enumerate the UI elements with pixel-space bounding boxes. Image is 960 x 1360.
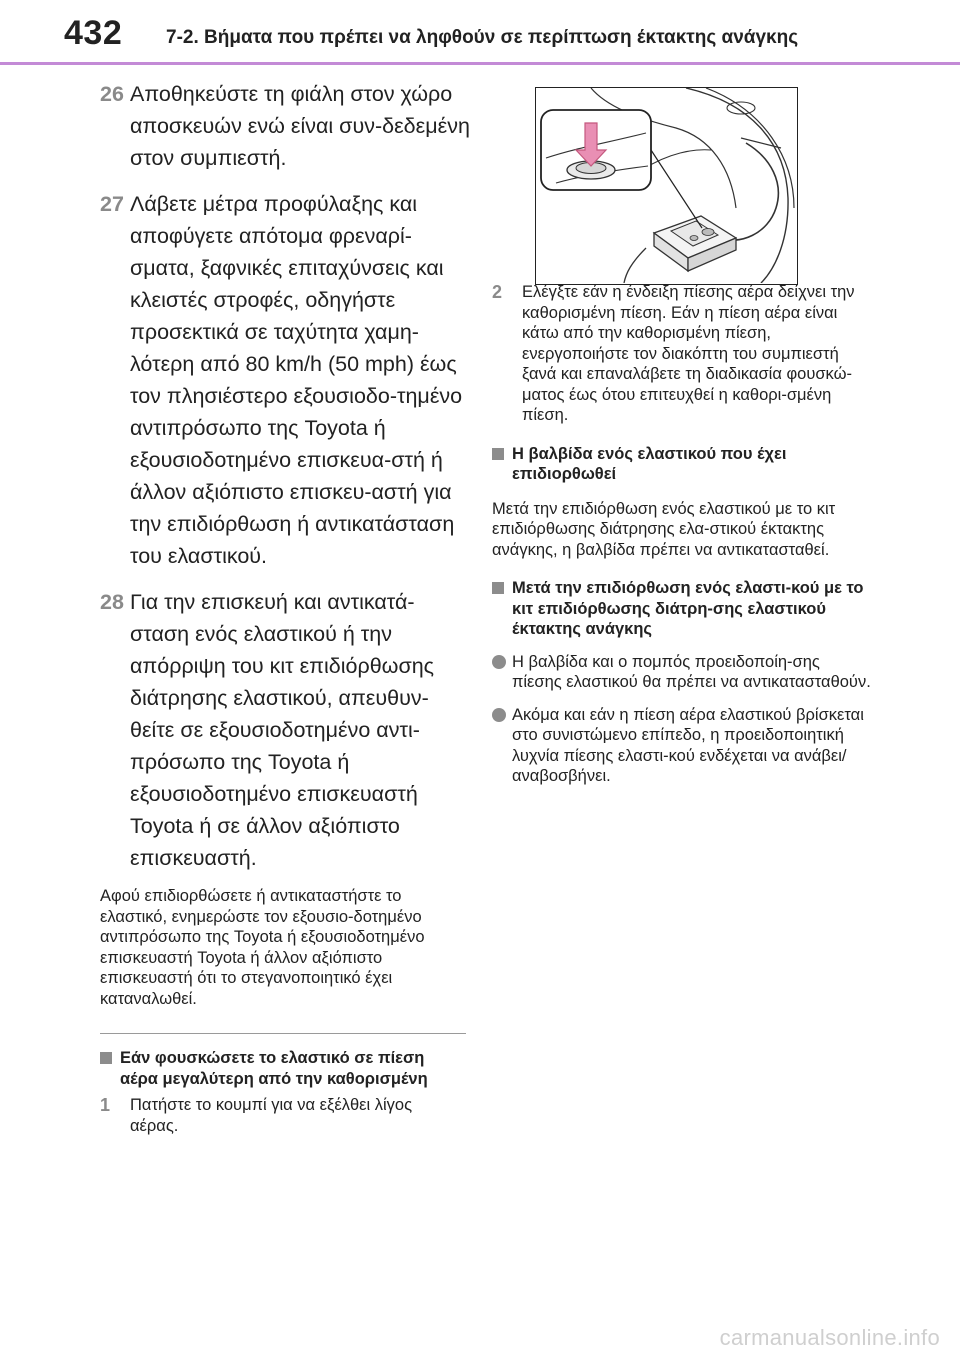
section-heading-valve	[492, 444, 872, 485]
heading-text: Η βαλβίδα ενός ελαστικού που έχει επιδιορθωθεί	[512, 444, 787, 483]
header-divider	[0, 62, 960, 65]
bullet-item	[492, 705, 872, 787]
round-bullet-icon	[492, 655, 506, 669]
valve-paragraph: Μετά την επιδιόρθωση ενός ελαστικού με το κιτ επιδιόρθωσης διάτρησης ελα-στικού έκτακτης ανάγκης, η βαλβίδα πρέπει να αντικατασταθεί.	[492, 499, 836, 559]
step-27	[100, 188, 470, 572]
sub-step-1	[100, 1095, 460, 1136]
section-heading-overpressure	[100, 1048, 460, 1089]
square-bullet-icon	[100, 1052, 112, 1064]
page-header	[0, 0, 960, 66]
step-number: 1	[100, 1095, 111, 1115]
step-text: Αποθηκεύστε τη φιάλη στον χώρο αποσκευών ενώ είναι συν-δεδεμένη στον συμπιεστή.	[130, 82, 470, 170]
round-bullet-icon	[492, 708, 506, 722]
step-text: Ελέγξτε εάν η ένδειξη πίεσης αέρα δείχνει την καθορισμένη πίεση. Εάν η πίεση αέρα είναι κάτω από την καθορισμένη πίεση, ενεργοποιήστε τον διακόπτη του συμπιεστή ξανά και επαναλάβετε τη διαδικασία φουσκώ-ματος έως ότου επιτευχθεί η καθορι-σμένη πίεση.	[522, 283, 855, 424]
step-number: 26	[100, 82, 124, 106]
step-text: Για την επισκευή και αντικατά-σταση ενός ελαστικού ή την απόρριψη του κιτ επιδιόρθωσης διάτρησης ελαστικού, απευθυν-θείτε σε εξουσιοδοτημένο αντι-πρόσωπο της Toyota ή εξουσιοδοτημένο επισκευαστή Toyota ή σε άλλον αξιόπιστο επισκευαστή.	[130, 590, 435, 870]
step-number: 28	[100, 590, 124, 614]
bullet-item	[492, 652, 872, 693]
sub-step-2	[492, 282, 872, 426]
watermark: carmanualsonline.info	[719, 1325, 940, 1350]
section-heading-after-repair	[492, 578, 872, 640]
note-paragraph: Αφού επιδιορθώσετε ή αντικαταστήστε το ελαστικό, ενημερώστε τον εξουσιο-δοτημένο αντιπρόσωπο της Toyota ή εξουσιοδοτημένο επισκευαστή Toyota ή άλλον αξιόπιστο επισκευαστή ότι το στεγανοποιητικό έχει καταναλωθεί.	[100, 887, 425, 1008]
bullet-text: Ακόμα και εάν η πίεση αέρα ελαστικού βρίσκεται στο συνιστώμενο επίπεδο, η προειδοποιητική λυχνία πίεσης ελαστι-κού ενδέχεται να ανάβει/αναβοσβήνει.	[512, 705, 864, 785]
step-text: Λάβετε μέτρα προφύλαξης και αποφύγετε απότομα φρεναρί-σματα, ξαφνικές επιταχύνσεις και κλειστές στροφές, οδηγήστε προσεκτικά σε ταχύτητα χαμη-λότερη από 80 km/h (50 mph) έως τον πλησιέστερο εξουσιοδο-τημένο αντιπρόσωπο της Toyota ή εξουσιοδοτημένο επισκευα-στή ή άλλον αξιόπιστο επισκευ-αστή για την επιδιόρθωση ή αντικατάσταση του ελαστικού.	[130, 192, 463, 568]
page-number: 432	[64, 14, 123, 52]
square-bullet-icon	[492, 582, 504, 594]
section-divider	[100, 1033, 466, 1034]
right-column	[492, 282, 872, 787]
chapter-title: 7-2. Βήματα που πρέπει να ληφθούν σε περίπτωση έκτακτης ανάγκης	[166, 27, 799, 48]
square-bullet-icon	[492, 448, 504, 460]
step-number: 2	[492, 282, 503, 302]
step-28	[100, 586, 470, 874]
heading-text: Εάν φουσκώσετε το ελαστικό σε πίεση αέρα μεγαλύτερη από την καθορισμένη	[120, 1049, 428, 1088]
heading-text: Μετά την επιδιόρθωση ενός ελαστι-κού με το κιτ επιδιόρθωσης διάτρη-σης ελαστικού έκτακτης ανάγκης	[512, 579, 864, 638]
bullet-text: Η βαλβίδα και ο πομπός προειδοποίη-σης πίεσης ελαστικού θα πρέπει να αντικατασταθούν.	[512, 652, 871, 691]
step-text: Πατήστε το κουμπί για να εξέλθει λίγος αέρας.	[130, 1096, 413, 1135]
step-number: 27	[100, 192, 124, 216]
left-column	[100, 78, 470, 1136]
compressor-illustration	[535, 87, 798, 285]
compressor-drawing	[536, 88, 796, 283]
step-26	[100, 78, 470, 174]
